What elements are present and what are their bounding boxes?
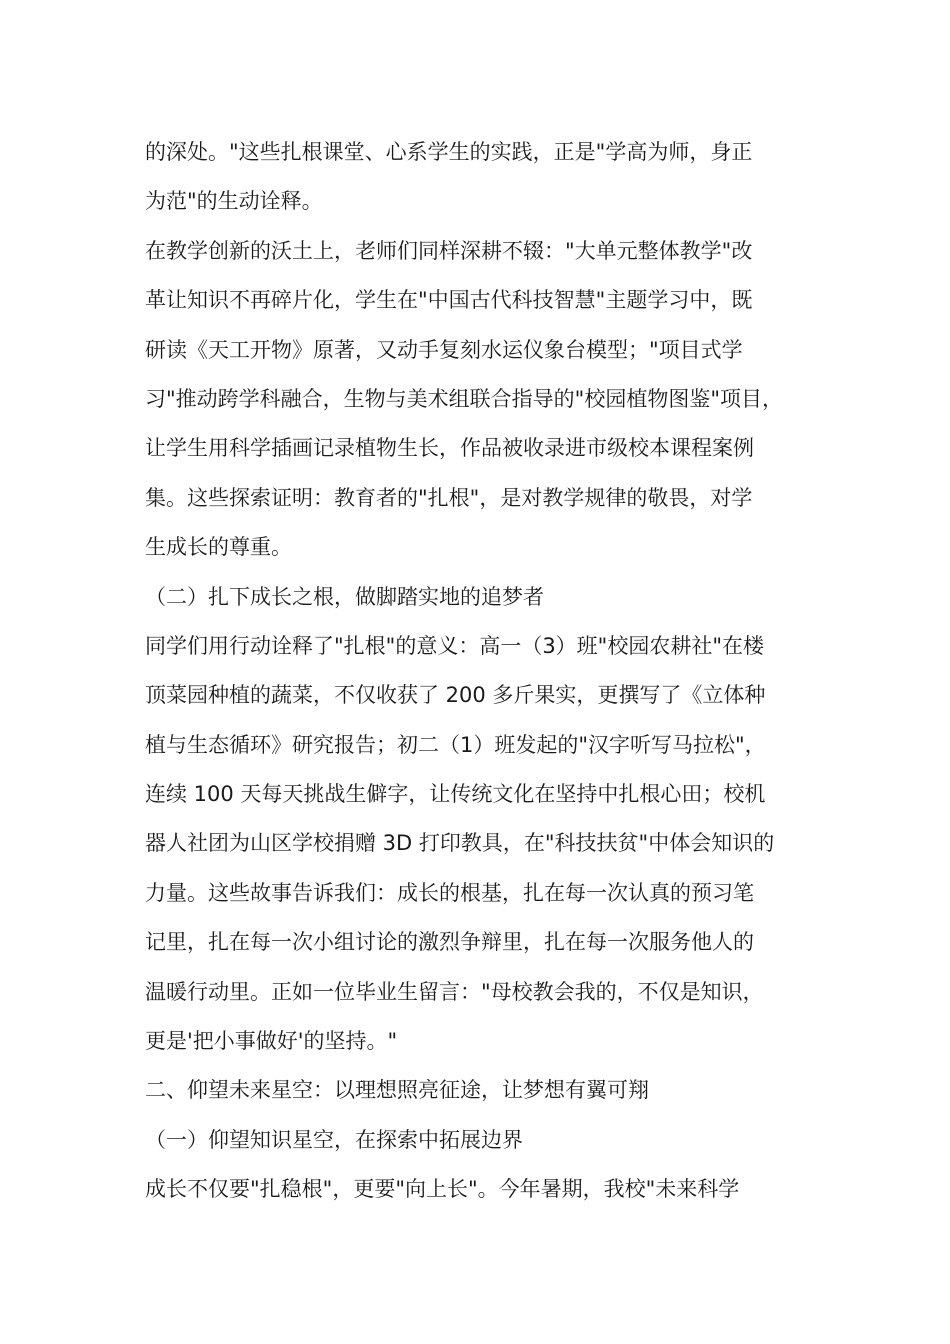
paragraph-line: 革让知识不再碎片化，学生在"中国古代科技智慧"主题学习中，既 — [145, 288, 753, 313]
paragraph-line: 在教学创新的沃土上，老师们同样深耕不辍："大单元整体教学"改 — [145, 238, 753, 263]
paragraph-line: 连续 100 天每天挑战生僻字，让传统文化在坚持中扎根心田；校机 — [145, 782, 766, 807]
paragraph-line: 为范"的生动诠释。 — [145, 189, 323, 214]
document-page — [145, 128, 825, 1215]
paragraph-line: 成长不仅要"扎稳根"，更要"向上长"。今年暑期，我校"未来科学 — [145, 1177, 740, 1202]
section-subheading: （一）仰望知识星空，在探索中拓展边界 — [145, 1127, 523, 1152]
paragraph-line: 集。这些探索证明：教育者的"扎根"，是对教学规律的敬畏，对学 — [145, 485, 753, 510]
paragraph-line: 记里，扎在每一次小组讨论的激烈争辩里，扎在每一次服务他人的 — [145, 930, 754, 955]
paragraph-line: 研读《天工开物》原著，又动手复刻水运仪象台模型；"项目式学 — [145, 337, 743, 362]
paragraph-line: 温暖行动里。正如一位毕业生留言："母校教会我的，不仅是知识， — [145, 979, 764, 1004]
paragraph-line: 顶菜园种植的蔬菜，不仅收获了 200 多斤果实，更撰写了《立体种 — [145, 683, 766, 708]
paragraph-line: 器人社团为山区学校捐赠 3D 打印教具，在"科技扶贫"中体会知识的 — [145, 831, 775, 856]
paragraph-line: 同学们用行动诠释了"扎根"的意义：高一（3）班"校园农耕社"在楼 — [145, 633, 764, 658]
paragraph-line: 让学生用科学插画记录植物生长，作品被收录进市级校本课程案例 — [145, 436, 754, 461]
paragraph-line: 更是'把小事做好'的坚持。" — [145, 1029, 398, 1054]
paragraph-line: 习"推动跨学科融合，生物与美术组联合指导的"校园植物图鉴"项目， — [145, 386, 783, 411]
section-subheading: （二）扎下成长之根，做脚踏实地的追梦者 — [145, 584, 544, 609]
paragraph-line: 植与生态循环》研究报告；初二（1）班发起的"汉字听写马拉松"， — [145, 732, 766, 757]
paragraph-line: 力量。这些故事告诉我们：成长的根基，扎在每一次认真的预习笔 — [145, 880, 754, 905]
paragraph-line: 生成长的尊重。 — [145, 535, 292, 560]
paragraph-line: 的深处。"这些扎根课堂、心系学生的实践，正是"学高为师，身正 — [145, 140, 753, 164]
section-heading: 二、仰望未来星空：以理想照亮征途，让梦想有翼可翔 — [145, 1078, 649, 1103]
